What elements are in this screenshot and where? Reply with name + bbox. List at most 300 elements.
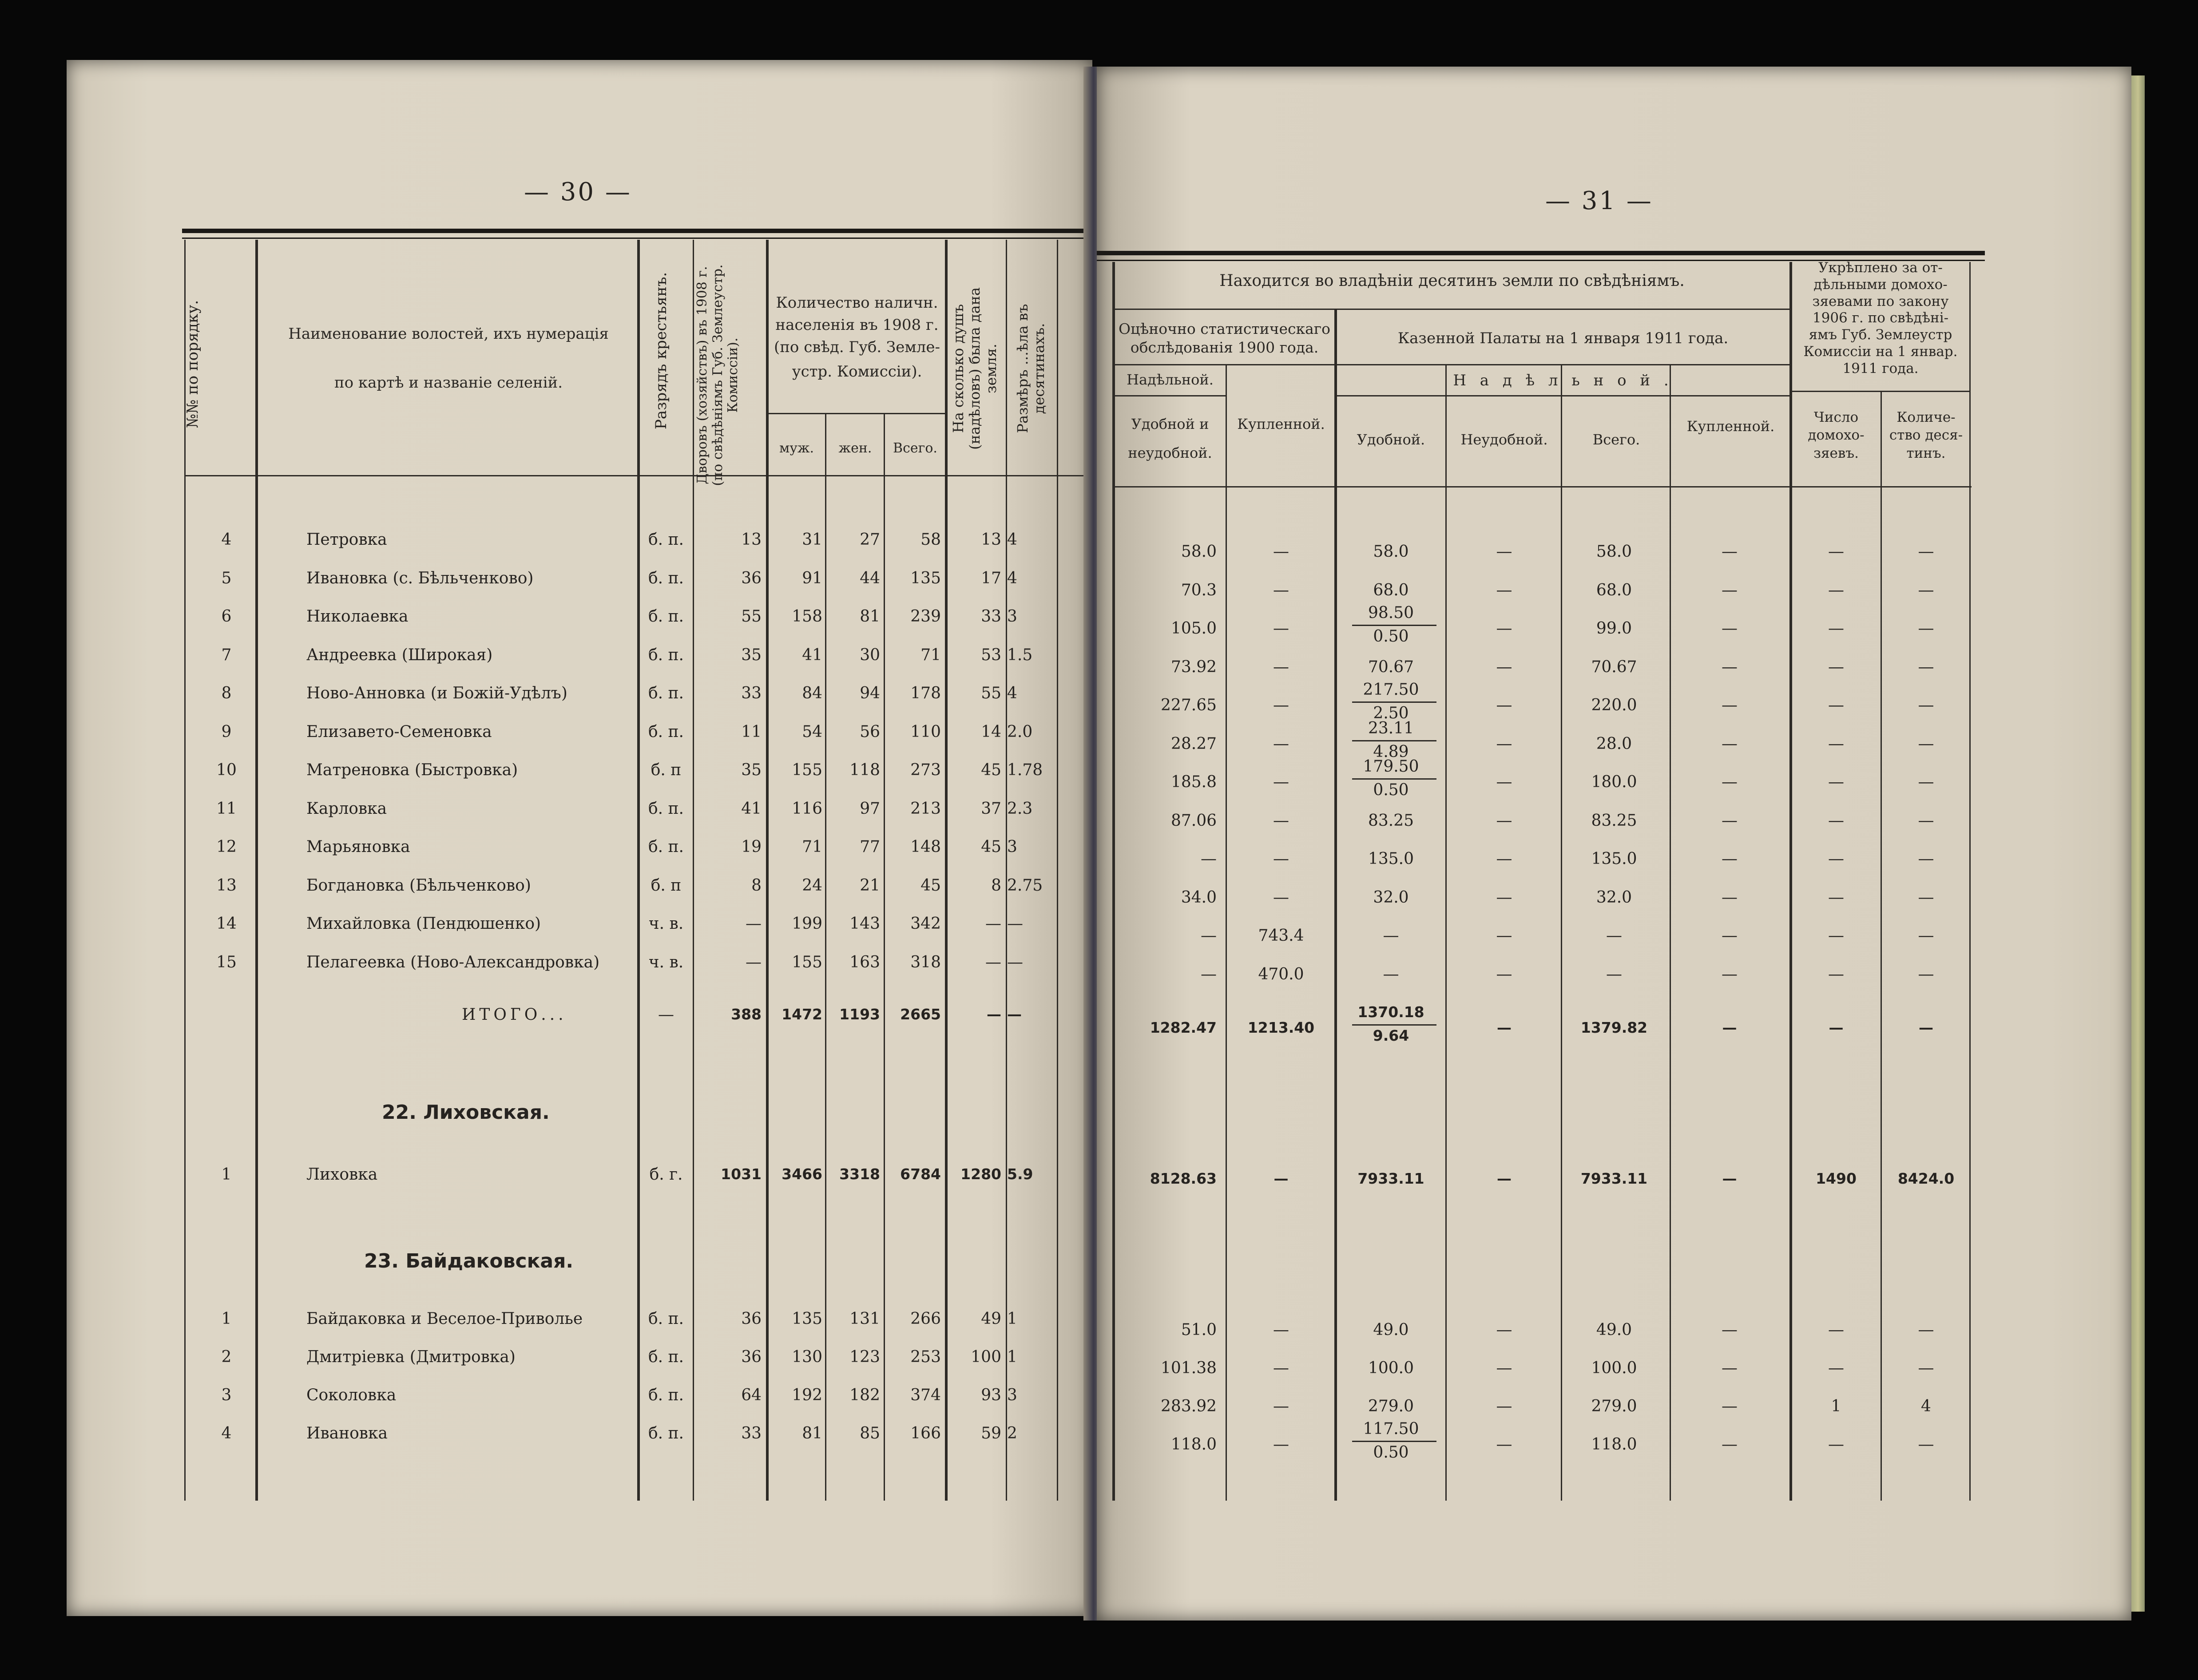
header-name-1: Наименование волостей, ихъ нумерація [288,325,609,343]
cell-bought2: — [1722,1397,1738,1415]
cell-m: 41 [802,646,822,664]
cell-tithes: — [1918,965,1934,983]
cell-f: 1193 [839,1006,880,1023]
cell-house: — [1828,543,1844,561]
cell-tithes: — [1918,619,1934,638]
cell-souls: 53 [981,646,1001,664]
cell-size: 1.78 [1007,761,1043,779]
fraction-rule [1352,1441,1436,1442]
settlement-name: Дмитріевка (Дмитровка) [306,1348,516,1366]
cell-total: 100.0 [1591,1359,1637,1377]
header-fixed-line: зяевами по закону [1812,293,1949,309]
header-householders-line: зяевъ. [1813,445,1859,461]
cell-unusable: — [1497,1019,1512,1036]
cell-t: 213 [910,799,941,818]
cell-bought2: — [1722,1435,1738,1454]
cell-bought: — [1273,811,1289,830]
cell-souls: 93 [981,1386,1001,1404]
cell-size: 2.75 [1007,876,1043,895]
header-householders-line: Число [1813,409,1859,425]
peasant-category: б. п. [648,1310,684,1328]
cell-f: 131 [849,1310,880,1328]
cell-val: 8128.63 [1150,1170,1217,1187]
cell-yards: 19 [741,838,762,856]
cell-f: 85 [860,1424,880,1442]
header-fixed-line: ямъ Губ. Землеустр [1809,327,1952,343]
cell-usable: 98.50 [1368,604,1414,622]
right-page [1097,67,2131,1621]
settlement-name: Карловка [306,799,387,818]
cell-total: 32.0 [1596,888,1632,907]
cell-tithes: — [1918,1359,1934,1377]
cell-bought2: — [1722,581,1738,599]
cell-usable: 58.0 [1373,543,1409,561]
row-number: 5 [221,569,232,587]
cell-f: 30 [860,646,880,664]
cell-house: — [1828,1359,1844,1377]
col-line [1561,364,1562,1501]
top-rule-left [182,229,1083,233]
cell-house: — [1828,1435,1844,1454]
settlement-name: Ивановка [306,1424,388,1442]
cell-tithes: — [1918,734,1934,753]
page-number-right: — 31 — [1545,186,1653,215]
peasant-category: б. п. [648,838,684,856]
cell-souls: 45 [981,761,1001,779]
peasant-category: б. п. [648,722,684,741]
cell-usable: 1370.18 [1357,1003,1424,1021]
row-number: 11 [216,799,237,818]
cell-val: 185.8 [1170,773,1217,791]
cell-bought2: — [1722,658,1738,676]
peasant-category: б. п. [648,569,684,587]
cell-f: 123 [849,1348,880,1366]
cell-t: 148 [910,838,941,856]
header-bought-a: Купленной. [1237,416,1325,432]
cell-usable-extra: 2.50 [1373,704,1409,722]
cell-bought2: — [1722,619,1738,638]
cell-souls: 37 [981,799,1001,818]
cell-unusable: — [1496,1359,1512,1377]
cell-size: — [1007,953,1023,971]
fraction-rule [1352,778,1436,780]
cell-house: — [1828,888,1844,907]
peasant-category: б. п [651,761,682,779]
cell-bought: — [1273,734,1289,753]
cell-size: 1 [1007,1310,1017,1328]
cell-unusable: — [1496,1397,1512,1415]
cell-t: 45 [920,876,941,895]
cell-size: 2 [1007,1424,1017,1442]
cell-m: 1472 [782,1006,822,1023]
cell-bought2: — [1722,734,1738,753]
row-number: 12 [216,838,237,856]
cell-tithes: 4 [1921,1397,1931,1415]
cell-tithes: — [1918,850,1934,868]
cell-souls: 55 [981,684,1001,702]
header-number: №№ по порядку. [184,300,202,428]
header-usable: Удобной. [1357,431,1425,448]
header-fixed-line: Комиссіи на 1 январ. [1803,344,1958,360]
header-tithes-line: тинъ. [1906,445,1946,461]
header-valuation-2: обслѣдованія 1900 года. [1130,339,1319,356]
header-allotted-b: Н а д ѣ л ь н о й . [1453,372,1673,389]
cell-usable: 7933.11 [1357,1170,1424,1187]
page-edges [2131,75,2145,1612]
header-usable-unusable-2: неудобной. [1128,444,1212,461]
cell-size: 1 [1007,1348,1017,1366]
cell-val: 34.0 [1181,888,1217,907]
cell-usable: 68.0 [1373,581,1409,599]
header-valuation-1: Оцѣночно статистическаго [1119,320,1330,337]
settlement-name: Ново-Анновка (и Божій-Удѣлъ) [306,684,567,702]
cell-house: — [1828,619,1844,638]
cell-m: 91 [802,569,822,587]
cell-size: 2.3 [1007,799,1033,818]
row-number: 4 [221,531,232,549]
population-subheader-rule [767,413,946,414]
top-rule-left-thin [182,238,1083,239]
cell-yards: 8 [751,876,762,895]
peasant-category: б. г. [649,1165,683,1184]
cell-usable: — [1383,965,1399,983]
cell-total: 220.0 [1591,696,1637,714]
settlement-name: Ивановка (с. Бѣльченково) [306,569,534,587]
cell-total: 28.0 [1596,734,1632,753]
cell-f: 94 [860,684,880,702]
cell-souls: 17 [981,569,1001,587]
cell-bought: — [1273,581,1289,599]
row-number: 8 [221,684,232,702]
cell-total: — [1606,927,1622,945]
cell-tithes: — [1919,1019,1933,1036]
rule [1112,395,1226,396]
cell-unusable: — [1496,543,1512,561]
cell-house: — [1828,1321,1844,1339]
cell-f: 118 [849,761,880,779]
cell-yards: 35 [741,646,762,664]
settlement-name: Михайловка (Пендюшенко) [306,915,541,933]
cell-bought: — [1273,1359,1289,1377]
col-line [1226,364,1227,1501]
header-fixed [1792,260,1969,377]
cell-souls: 33 [981,607,1001,626]
cell-unusable: — [1496,1321,1512,1339]
cell-usable: 23.11 [1368,719,1414,737]
cell-unusable: — [1497,1170,1512,1187]
cell-bought: 743.4 [1258,927,1304,945]
row-number: 6 [221,607,232,626]
cell-unusable: — [1496,773,1512,791]
cell-t: 71 [920,646,941,664]
cell-tithes: — [1918,811,1934,830]
cell-bought: — [1273,619,1289,638]
cell-total: 279.0 [1591,1397,1637,1415]
cell-m: 71 [802,838,822,856]
header-fixed-line: 1911 года. [1842,360,1919,376]
row-number: 13 [216,876,237,895]
row-number: 7 [221,646,232,664]
cell-usable: 49.0 [1373,1321,1409,1339]
settlement-name: Матреновка (Быстровка) [306,761,518,779]
cell-bought: — [1274,1170,1289,1187]
cell-usable: — [1383,927,1399,945]
cell-m: 135 [792,1310,822,1328]
header-yards: Дворовъ (хозяйствъ) въ 1908 г. (по свѣдѣніямъ Губ. Землеустр. Комиссіи). [694,264,741,486]
cell-bought: — [1273,1321,1289,1339]
cell-yards: 1031 [721,1165,762,1183]
cell-f: 182 [849,1386,880,1404]
cell-usable: 70.67 [1368,658,1414,676]
row-number: 1 [221,1165,232,1184]
row-number: 4 [221,1424,232,1442]
cell-f: 27 [860,531,880,549]
header-householders [1792,408,1881,462]
cell-house: — [1828,734,1844,753]
cell-yards: 33 [741,1424,762,1442]
settlement-name: ИТОГО... [462,1006,567,1024]
cell-souls: 100 [971,1348,1001,1366]
peasant-category: б. п. [648,684,684,702]
header-tithes-line: Количе- [1896,409,1956,425]
cell-house: — [1828,927,1844,945]
header-treasury: Казенной Палаты на 1 января 1911 года. [1397,329,1729,347]
cell-usable: 83.25 [1368,811,1414,830]
header-fixed-line: Укрѣплено за от- [1818,260,1943,276]
cell-total: 7933.11 [1580,1170,1648,1187]
cell-tithes: — [1918,581,1934,599]
row-number: 9 [221,722,232,741]
fraction-rule [1352,1024,1436,1026]
row-number: 15 [216,953,237,971]
settlement-name: Николаевка [306,607,409,626]
cell-house: — [1828,965,1844,983]
row-number: 2 [221,1348,232,1366]
cell-usable: 279.0 [1368,1397,1414,1415]
cell-usable: 179.50 [1363,757,1419,776]
cell-tithes: — [1918,696,1934,714]
cell-house: 1490 [1816,1170,1857,1187]
header-name-2: по картѣ и названіе селеній. [334,374,563,392]
cell-m: 199 [792,915,822,933]
cell-val: 70.3 [1181,581,1217,599]
cell-souls: — [985,915,1001,933]
cell-m: 3466 [782,1165,822,1183]
cell-m: 24 [802,876,822,895]
cell-bought2: — [1722,1019,1737,1036]
cell-unusable: — [1496,850,1512,868]
cell-house: — [1828,696,1844,714]
cell-souls: — [987,1006,1001,1023]
col-line [945,240,948,1501]
cell-house: — [1828,658,1844,676]
cell-size: 4 [1007,684,1017,702]
header-souls: На сколько душъ (надѣловъ) была дана земля. [950,287,1000,450]
section-title-22: 22. Лиховская. [382,1101,550,1124]
peasant-category: б. п. [648,799,684,818]
row-number: 14 [216,915,237,933]
cell-f: 143 [849,915,880,933]
cell-yards: 11 [741,722,762,741]
cell-tithes: — [1918,658,1934,676]
settlement-name: Елизавето-Семеновка [306,722,492,741]
cell-val: — [1201,850,1217,868]
row-number: 3 [221,1386,232,1404]
cell-bought: — [1273,1397,1289,1415]
cell-m: 155 [792,953,822,971]
fraction-rule [1352,701,1436,703]
rule [1334,395,1789,396]
header-bottom-rule-left [184,475,1083,476]
cell-total: 49.0 [1596,1321,1632,1339]
cell-usable: 32.0 [1373,888,1409,907]
header-bottom-rule-right [1112,486,1972,487]
cell-house: — [1828,581,1844,599]
cell-bought2: — [1722,1170,1737,1187]
peasant-category: б. п. [648,1386,684,1404]
cell-t: 266 [910,1310,941,1328]
header-unusable: Неудобной. [1460,431,1548,448]
cell-m: 31 [802,531,822,549]
peasant-category: — [658,1006,674,1024]
cell-size: 3 [1007,1386,1017,1404]
settlement-name: Пелагеевка (Ново-Александровка) [306,953,600,971]
header-category: Разрядъ крестьянъ. [652,272,670,430]
cell-t: 342 [910,915,941,933]
page-number-left: — 30 — [524,178,632,206]
cell-m: 81 [802,1424,822,1442]
cell-bought2: — [1722,773,1738,791]
cell-m: 116 [792,799,822,818]
peasant-category: ч. в. [648,953,684,971]
cell-usable: 117.50 [1363,1420,1419,1438]
cell-t: 318 [910,953,941,971]
cell-unusable: — [1496,927,1512,945]
cell-unusable: — [1496,965,1512,983]
cell-house: — [1828,773,1844,791]
cell-f: 21 [860,876,880,895]
cell-size: 1.5 [1007,646,1033,664]
cell-t: 2665 [900,1006,941,1023]
peasant-category: б. п. [648,646,684,664]
cell-souls: 1280 [960,1165,1001,1183]
col-line [1670,364,1671,1501]
cell-t: 58 [920,531,941,549]
cell-yards: 55 [741,607,762,626]
cell-bought2: — [1722,1321,1738,1339]
cell-f: 44 [860,569,880,587]
settlement-name: Лиховка [306,1165,378,1184]
cell-size: 3 [1007,838,1017,856]
cell-t: 239 [910,607,941,626]
cell-total: 135.0 [1591,850,1637,868]
cell-m: 130 [792,1348,822,1366]
header-owned: Находится во владѣніи десятинъ земли по свѣдѣніямъ. [1219,272,1685,290]
cell-t: 253 [910,1348,941,1366]
cell-m: 84 [802,684,822,702]
cell-bought: — [1273,888,1289,907]
cell-bought: — [1273,773,1289,791]
peasant-category: б. п [651,876,682,895]
cell-bought2: — [1722,888,1738,907]
header-fixed-line: дѣльными домохо- [1813,276,1948,293]
cell-t: 273 [910,761,941,779]
header-allotted-a: Надѣльной. [1127,371,1214,388]
col-line [693,240,694,1501]
cell-souls: 49 [981,1310,1001,1328]
cell-total: 58.0 [1596,543,1632,561]
cell-size: — [1007,915,1023,933]
header-population-2: населенія въ 1908 г. [775,316,939,334]
cell-bought: 1213.40 [1247,1019,1315,1036]
cell-size: — [1007,1006,1022,1023]
cell-souls: — [985,953,1001,971]
cell-souls: 14 [981,722,1001,741]
cell-t: 166 [910,1424,941,1442]
rule [1789,391,1969,392]
settlement-name: Байдаковка и Веселое-Приволье [306,1310,583,1328]
cell-f: 3318 [839,1165,880,1183]
header-usable-unusable-1: Удобной и [1131,416,1209,432]
cell-tithes: — [1918,773,1934,791]
cell-total: 1379.82 [1580,1019,1648,1036]
cell-val: 1282.47 [1150,1019,1217,1036]
cell-unusable: — [1496,1435,1512,1454]
cell-house: — [1828,850,1844,868]
cell-f: 81 [860,607,880,626]
header-fixed-line: 1906 г. по свѣдѣні- [1812,310,1949,326]
cell-usable: 217.50 [1363,681,1419,699]
cell-bought: — [1273,543,1289,561]
settlement-name: Соколовка [306,1386,397,1404]
header-male: муж. [779,440,814,456]
cell-house: 1 [1831,1397,1841,1415]
cell-usable: 100.0 [1368,1359,1414,1377]
cell-souls: 59 [981,1424,1001,1442]
cell-m: 192 [792,1386,822,1404]
cell-size: 5.9 [1007,1165,1033,1183]
header-population-3: (по свѣд. Губ. Земле- [774,338,940,356]
cell-val: 118.0 [1170,1435,1217,1454]
cell-unusable: — [1496,658,1512,676]
col-line [1445,364,1447,1501]
row-number: 10 [216,761,237,779]
cell-yards: 388 [731,1006,762,1023]
section-title-23: 23. Байдаковская. [364,1250,574,1272]
cell-val: 28.27 [1170,734,1217,753]
cell-bought2: — [1722,696,1738,714]
cell-val: 283.92 [1161,1397,1217,1415]
cell-val: 87.06 [1170,811,1217,830]
cell-usable-extra: 0.50 [1373,1443,1409,1462]
header-size: Размѣръ ...ѣла въ десятинахъ. [1014,304,1047,433]
cell-m: 158 [792,607,822,626]
cell-souls: 13 [981,531,1001,549]
cell-tithes: 8424.0 [1897,1170,1955,1187]
settlement-name: Марьяновка [306,838,410,856]
cell-yards: 36 [741,1310,762,1328]
cell-bought: — [1273,850,1289,868]
cell-val: — [1201,965,1217,983]
cell-size: 2.0 [1007,722,1033,741]
cell-t: 110 [910,722,941,741]
cell-bought: — [1273,1435,1289,1454]
cell-t: 178 [910,684,941,702]
rule [1112,364,1789,365]
col-line [884,413,885,1501]
cell-bought2: — [1722,850,1738,868]
cell-total: 68.0 [1596,581,1632,599]
